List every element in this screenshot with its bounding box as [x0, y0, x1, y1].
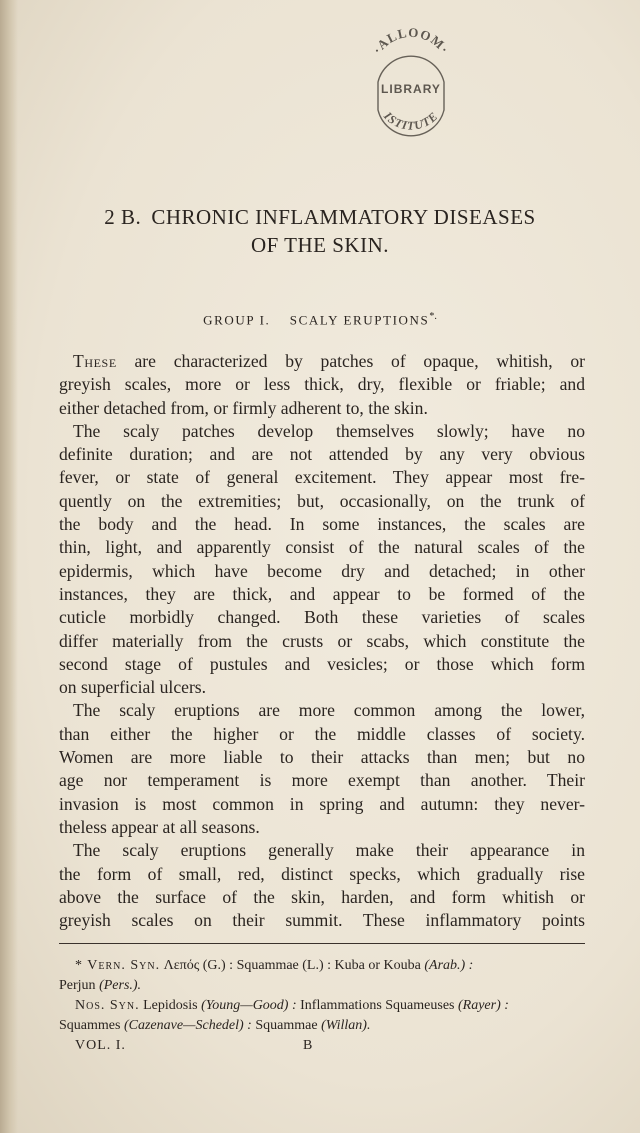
text-line: greyish scales, more or less thick, dry, flexible or friable; and: [59, 374, 585, 395]
text-line: The scaly eruptions generally make their appearance in: [73, 840, 585, 861]
signature-mark: B: [303, 1038, 313, 1053]
group-title: SCALY ERUPTIONS: [289, 312, 430, 328]
library-stamp: [356, 22, 466, 147]
footnotes: [59, 956, 585, 1056]
text-line: The scaly patches develop themselves slowly; have no: [73, 420, 585, 441]
text-line: either detached from, or firmly adherent to, the skin.: [59, 397, 428, 418]
text-line: on superficial ulcers.: [59, 677, 207, 698]
text-line: fever, or state of general excitement. They appear most fre-: [59, 467, 585, 488]
text-line: epidermis, which have become dry and detached; in other: [59, 560, 585, 581]
text-line: the form of small, red, distinct specks, which gradually rise: [59, 863, 585, 884]
footnote-rule: [59, 943, 585, 944]
group-label: GROUP I.: [203, 312, 271, 328]
chapter-number: 2 B.: [104, 205, 142, 229]
footnote-line: Perjun (Pers.).: [59, 978, 142, 993]
text-line: above the surface of the skin, harden, and form whitish or: [59, 886, 585, 907]
text-line: than either the higher or the middle classes of society.: [59, 723, 585, 744]
text-line: theless appear at all seasons.: [59, 816, 260, 837]
footnote-line: Nos. Syn. Lepidosis (Young—Good) : Inflammations Squameuses (Rayer) :: [75, 998, 509, 1013]
text-line: Women are more liable to their attacks than men; but no: [59, 747, 585, 768]
text-line: age nor temperament is more exempt than another. Their: [59, 770, 585, 791]
stamp-center-text: LIBRARY: [381, 82, 441, 96]
footnote-marker: *.: [429, 311, 437, 322]
text-line: thin, light, and apparently consist of the natural scales of the: [59, 537, 585, 558]
footnote-line: * Vern. Syn. Λεπός (G.) : Squammae (L.) : Kuba or Kouba (Arab.) :: [75, 958, 474, 973]
chapter-title-line2: OF THE SKIN.: [250, 233, 390, 257]
chapter-title-line1: CHRONIC INFLAMMATORY DISEASES: [151, 205, 536, 229]
text-line: second stage of pustules and vesicles; or those which form: [59, 653, 585, 674]
chapter-heading-line2: [0, 233, 640, 258]
text-line: greyish scales on their summit. These inflammatory points: [59, 910, 585, 931]
chapter-heading-line1: [0, 205, 640, 230]
text-line: The scaly eruptions are more common among the lower,: [73, 700, 585, 721]
body-text: [59, 350, 585, 932]
footnote-line: Squammes (Cazenave—Schedel) : Squammae (Willan).: [59, 1018, 371, 1033]
group-heading: [0, 311, 640, 328]
text-line: invasion is most common in spring and autumn: they never-: [59, 793, 585, 814]
text-line: quently on the extremities; but, occasionally, on the trunk of: [59, 490, 585, 511]
text-line: the body and the head. In some instances, the scales are: [59, 514, 585, 535]
first-word: These: [73, 351, 117, 371]
text-line: These are characterized by patches of opaque, whitish, or: [73, 351, 585, 371]
text-line: differ materially from the crusts or scabs, which constitute the: [59, 630, 585, 651]
text-line: definite duration; and are not attended by any very obvious: [59, 444, 585, 465]
volume-label: VOL. I.: [75, 1038, 126, 1053]
signature-line: [59, 1036, 585, 1056]
text-line: instances, they are thick, and appear to be formed of the: [59, 583, 585, 604]
stamp-top-text: ·ALLOOM·: [369, 24, 453, 57]
svg-text:·ALLOOM·: [369, 25, 452, 57]
text-line: cuticle morbidly changed. Both these varieties of scales: [59, 607, 585, 628]
book-spine-shadow: [0, 0, 18, 1133]
stamp-bottom-text: ISTITUTE: [381, 108, 441, 133]
